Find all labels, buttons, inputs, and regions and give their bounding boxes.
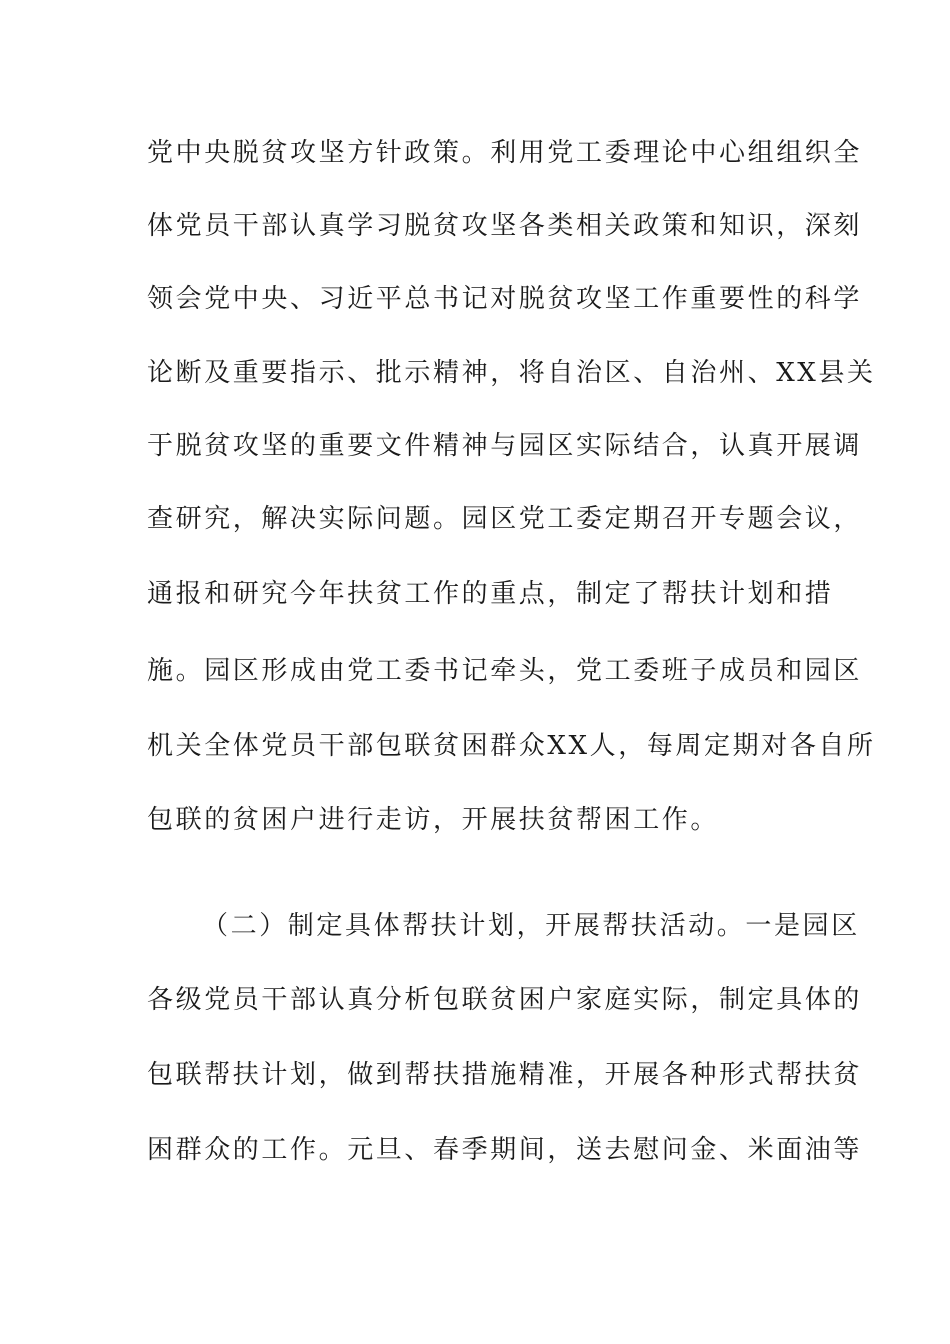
paragraph-1-line-10: 包联的贫困户进行走访，开展扶贫帮困工作。 <box>147 805 720 835</box>
paragraph-1-line-6: 查研究，解决实际问题。园区党工委定期召开专题会议， <box>147 504 863 534</box>
paragraph-1-line-2: 体党员干部认真学习脱贫攻坚各类相关政策和知识，深刻 <box>147 211 863 241</box>
paragraph-1-line-7: 通报和研究今年扶贫工作的重点，制定了帮扶计划和措 <box>147 579 834 609</box>
paragraph-1-line-4: 论断及重要指示、批示精神，将自治区、自治州、XX县关 <box>147 358 876 388</box>
paragraph-2-line-3: 包联帮扶计划，做到帮扶措施精准，开展各种形式帮扶贫 <box>147 1060 863 1090</box>
paragraph-2-line-1: （二）制定具体帮扶计划，开展帮扶活动。一是园区 <box>202 911 860 941</box>
paragraph-1-line-8: 施。园区形成由党工委书记牵头，党工委班子成员和园区 <box>147 656 863 686</box>
paragraph-1-line-1: 党中央脱贫攻坚方针政策。利用党工委理论中心组组织全 <box>147 138 863 168</box>
paragraph-1-line-5: 于脱贫攻坚的重要文件精神与园区实际结合，认真开展调 <box>147 431 863 461</box>
paragraph-1-line-9: 机关全体党员干部包联贫困群众XX人，每周定期对各自所 <box>147 731 876 761</box>
paragraph-2-line-2: 各级党员干部认真分析包联贫困户家庭实际，制定具体的 <box>147 985 863 1015</box>
paragraph-2-line-4: 困群众的工作。元旦、春季期间，送去慰问金、米面油等 <box>147 1135 863 1165</box>
paragraph-1-line-3: 领会党中央、习近平总书记对脱贫攻坚工作重要性的科学 <box>147 284 863 314</box>
